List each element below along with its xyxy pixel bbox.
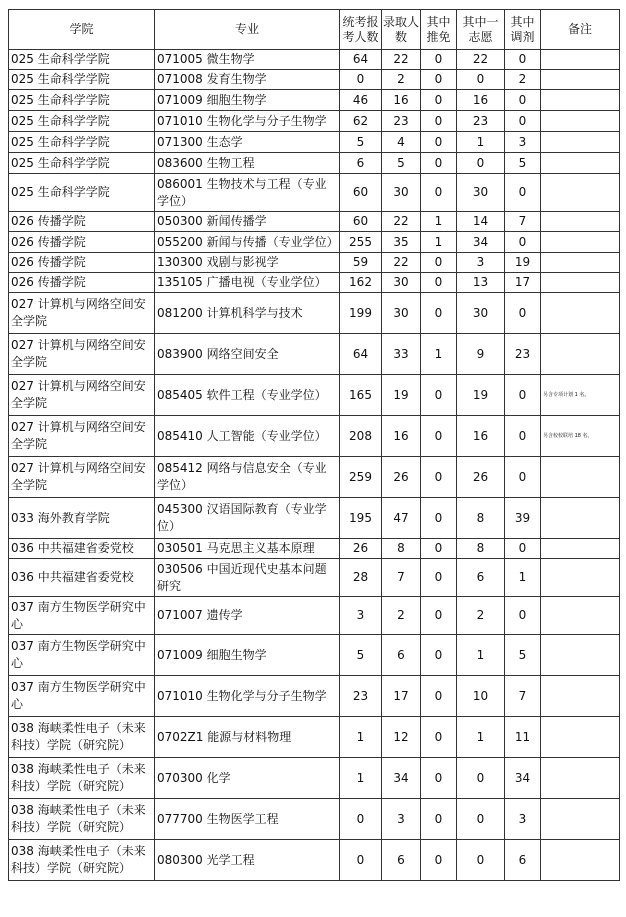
admissions-table-container [8,9,620,881]
cell-admitted: 22 [382,253,421,273]
cell-adjusted: 3 [505,799,541,840]
cell-college: 038 海峡柔性电子（未来科技）学院（研究院） [9,717,155,758]
cell-college: 026 传播学院 [9,212,155,232]
table-row [9,799,620,840]
cell-admitted: 17 [382,676,421,717]
cell-college: 038 海峡柔性电子（未来科技）学院（研究院） [9,840,155,881]
cell-major: 030506 中国近现代史基本问题研究 [155,559,340,597]
cell-applicants: 46 [340,90,382,111]
cell-college: 027 计算机与网络空间安全学院 [9,375,155,416]
cell-note [541,840,620,881]
cell-applicants: 3 [340,597,382,635]
cell-adjusted: 1 [505,559,541,597]
table-row [9,635,620,676]
cell-note [541,50,620,70]
table-row [9,232,620,253]
cell-adjusted: 39 [505,498,541,539]
cell-major: 045300 汉语国际教育（专业学位） [155,498,340,539]
cell-applicants: 26 [340,539,382,559]
cell-note [541,174,620,212]
header-adjusted: 其中调剂 [505,10,541,50]
cell-first-choice: 14 [457,212,505,232]
cell-adjusted: 3 [505,132,541,153]
cell-recommended: 0 [421,758,457,799]
cell-applicants: 0 [340,70,382,90]
cell-applicants: 28 [340,559,382,597]
cell-major: 085412 网络与信息安全（专业学位） [155,457,340,498]
table-row [9,717,620,758]
cell-recommended: 1 [421,334,457,375]
cell-note [541,676,620,717]
table-row [9,273,620,293]
cell-major: 071008 发育生物学 [155,70,340,90]
cell-admitted: 35 [382,232,421,253]
header-college: 学院 [9,10,155,50]
cell-admitted: 5 [382,153,421,174]
table-row [9,153,620,174]
cell-recommended: 0 [421,676,457,717]
cell-major: 070300 化学 [155,758,340,799]
cell-admitted: 30 [382,293,421,334]
cell-major: 050300 新闻传播学 [155,212,340,232]
cell-college: 027 计算机与网络空间安全学院 [9,457,155,498]
cell-college: 038 海峡柔性电子（未来科技）学院（研究院） [9,758,155,799]
cell-note [541,273,620,293]
cell-adjusted: 0 [505,232,541,253]
cell-admitted: 7 [382,559,421,597]
cell-applicants: 62 [340,111,382,132]
header-admitted: 录取人数 [382,10,421,50]
cell-recommended: 1 [421,232,457,253]
cell-admitted: 22 [382,50,421,70]
cell-admitted: 26 [382,457,421,498]
cell-first-choice: 8 [457,498,505,539]
cell-first-choice: 19 [457,375,505,416]
cell-recommended: 0 [421,635,457,676]
cell-note [541,132,620,153]
cell-adjusted: 0 [505,539,541,559]
cell-first-choice: 2 [457,597,505,635]
cell-recommended: 0 [421,498,457,539]
cell-first-choice: 23 [457,111,505,132]
cell-applicants: 195 [340,498,382,539]
cell-adjusted: 19 [505,253,541,273]
cell-recommended: 0 [421,174,457,212]
cell-adjusted: 11 [505,717,541,758]
table-row [9,293,620,334]
cell-adjusted: 0 [505,174,541,212]
cell-major: 086001 生物技术与工程（专业学位） [155,174,340,212]
cell-first-choice: 16 [457,416,505,457]
cell-applicants: 259 [340,457,382,498]
cell-note [541,758,620,799]
cell-recommended: 0 [421,111,457,132]
cell-college: 027 计算机与网络空间安全学院 [9,334,155,375]
table-row [9,840,620,881]
table-row [9,70,620,90]
cell-recommended: 0 [421,273,457,293]
cell-applicants: 165 [340,375,382,416]
header-first-choice: 其中一志愿 [457,10,505,50]
cell-adjusted: 0 [505,293,541,334]
cell-adjusted: 34 [505,758,541,799]
cell-adjusted: 5 [505,635,541,676]
cell-major: 085410 人工智能（专业学位） [155,416,340,457]
cell-admitted: 2 [382,70,421,90]
table-row [9,253,620,273]
cell-note [541,559,620,597]
cell-admitted: 30 [382,174,421,212]
cell-note [541,597,620,635]
cell-major: 083900 网络空间安全 [155,334,340,375]
cell-college: 025 生命科学学院 [9,90,155,111]
cell-recommended: 0 [421,132,457,153]
cell-college: 026 传播学院 [9,253,155,273]
cell-first-choice: 0 [457,153,505,174]
cell-college: 036 中共福建省委党校 [9,559,155,597]
cell-recommended: 0 [421,253,457,273]
cell-recommended: 0 [421,50,457,70]
cell-adjusted: 0 [505,90,541,111]
cell-major: 080300 光学工程 [155,840,340,881]
table-row [9,457,620,498]
cell-note [541,232,620,253]
cell-adjusted: 0 [505,457,541,498]
cell-note [541,498,620,539]
cell-major: 055200 新闻与传播（专业学位） [155,232,340,253]
cell-note [541,799,620,840]
table-row [9,50,620,70]
cell-admitted: 23 [382,111,421,132]
cell-note [541,334,620,375]
cell-college: 025 生命科学学院 [9,174,155,212]
cell-note [541,153,620,174]
cell-note [541,539,620,559]
table-row [9,212,620,232]
cell-adjusted: 5 [505,153,541,174]
cell-applicants: 208 [340,416,382,457]
cell-college: 036 中共福建省委党校 [9,539,155,559]
cell-applicants: 60 [340,174,382,212]
cell-applicants: 59 [340,253,382,273]
header-applicants: 统考报考人数 [340,10,382,50]
cell-first-choice: 1 [457,132,505,153]
cell-applicants: 0 [340,799,382,840]
table-body [9,50,620,881]
cell-college: 037 南方生物医学研究中心 [9,597,155,635]
cell-note: 另含校校联培 18 名。 [541,416,620,457]
cell-major: 071009 细胞生物学 [155,90,340,111]
cell-applicants: 1 [340,758,382,799]
cell-admitted: 22 [382,212,421,232]
cell-major: 083600 生物工程 [155,153,340,174]
cell-recommended: 0 [421,597,457,635]
cell-adjusted: 2 [505,70,541,90]
cell-first-choice: 1 [457,717,505,758]
cell-note [541,212,620,232]
cell-major: 135105 广播电视（专业学位） [155,273,340,293]
cell-college: 038 海峡柔性电子（未来科技）学院（研究院） [9,799,155,840]
table-header-row [9,10,620,50]
table-row [9,676,620,717]
cell-major: 071007 遗传学 [155,597,340,635]
cell-first-choice: 30 [457,293,505,334]
cell-admitted: 47 [382,498,421,539]
cell-first-choice: 26 [457,457,505,498]
cell-adjusted: 7 [505,676,541,717]
cell-admitted: 16 [382,90,421,111]
cell-applicants: 60 [340,212,382,232]
cell-college: 025 生命科学学院 [9,132,155,153]
cell-admitted: 16 [382,416,421,457]
cell-major: 071009 细胞生物学 [155,635,340,676]
cell-first-choice: 8 [457,539,505,559]
table-row [9,132,620,153]
cell-first-choice: 10 [457,676,505,717]
cell-recommended: 0 [421,293,457,334]
cell-first-choice: 22 [457,50,505,70]
table-row [9,597,620,635]
cell-admitted: 6 [382,635,421,676]
cell-major: 030501 马克思主义基本原理 [155,539,340,559]
cell-major: 071005 微生物学 [155,50,340,70]
table-row [9,416,620,457]
cell-applicants: 0 [340,840,382,881]
admissions-table [8,9,620,881]
table-row [9,90,620,111]
cell-adjusted: 17 [505,273,541,293]
cell-applicants: 199 [340,293,382,334]
cell-admitted: 30 [382,273,421,293]
cell-adjusted: 0 [505,416,541,457]
cell-recommended: 0 [421,457,457,498]
header-major: 专业 [155,10,340,50]
cell-admitted: 3 [382,799,421,840]
cell-college: 027 计算机与网络空间安全学院 [9,293,155,334]
cell-applicants: 162 [340,273,382,293]
cell-applicants: 5 [340,132,382,153]
cell-admitted: 33 [382,334,421,375]
cell-major: 071010 生物化学与分子生物学 [155,676,340,717]
cell-note [541,717,620,758]
header-notes: 备注 [541,10,620,50]
table-row [9,758,620,799]
cell-recommended: 0 [421,840,457,881]
cell-major: 071010 生物化学与分子生物学 [155,111,340,132]
cell-note [541,70,620,90]
cell-applicants: 64 [340,334,382,375]
cell-recommended: 0 [421,559,457,597]
cell-recommended: 0 [421,90,457,111]
cell-adjusted: 7 [505,212,541,232]
cell-adjusted: 0 [505,50,541,70]
cell-first-choice: 6 [457,559,505,597]
cell-major: 085405 软件工程（专业学位） [155,375,340,416]
cell-adjusted: 0 [505,375,541,416]
cell-applicants: 6 [340,153,382,174]
cell-adjusted: 0 [505,111,541,132]
cell-major: 0702Z1 能源与材料物理 [155,717,340,758]
cell-admitted: 2 [382,597,421,635]
cell-recommended: 0 [421,375,457,416]
cell-first-choice: 9 [457,334,505,375]
cell-admitted: 8 [382,539,421,559]
cell-major: 130300 戏剧与影视学 [155,253,340,273]
cell-applicants: 23 [340,676,382,717]
cell-college: 037 南方生物医学研究中心 [9,676,155,717]
table-row [9,375,620,416]
cell-college: 025 生命科学学院 [9,111,155,132]
cell-college: 025 生命科学学院 [9,50,155,70]
cell-first-choice: 0 [457,840,505,881]
cell-applicants: 5 [340,635,382,676]
cell-college: 027 计算机与网络空间安全学院 [9,416,155,457]
cell-admitted: 4 [382,132,421,153]
cell-first-choice: 0 [457,758,505,799]
cell-admitted: 19 [382,375,421,416]
cell-admitted: 34 [382,758,421,799]
cell-recommended: 0 [421,70,457,90]
cell-major: 071300 生态学 [155,132,340,153]
cell-major: 081200 计算机科学与技术 [155,293,340,334]
cell-applicants: 64 [340,50,382,70]
cell-note [541,457,620,498]
cell-first-choice: 13 [457,273,505,293]
cell-admitted: 12 [382,717,421,758]
cell-note: 另含专项计划 1 名。 [541,375,620,416]
header-recommended: 其中推免 [421,10,457,50]
cell-adjusted: 23 [505,334,541,375]
cell-college: 033 海外教育学院 [9,498,155,539]
cell-college: 037 南方生物医学研究中心 [9,635,155,676]
cell-note [541,111,620,132]
cell-recommended: 0 [421,539,457,559]
cell-first-choice: 30 [457,174,505,212]
cell-first-choice: 3 [457,253,505,273]
table-row [9,498,620,539]
cell-first-choice: 16 [457,90,505,111]
cell-recommended: 0 [421,717,457,758]
cell-first-choice: 34 [457,232,505,253]
cell-recommended: 0 [421,799,457,840]
cell-recommended: 0 [421,416,457,457]
cell-first-choice: 0 [457,799,505,840]
table-row [9,334,620,375]
cell-college: 026 传播学院 [9,232,155,253]
cell-major: 077700 生物医学工程 [155,799,340,840]
cell-admitted: 6 [382,840,421,881]
cell-college: 025 生命科学学院 [9,153,155,174]
cell-recommended: 1 [421,212,457,232]
cell-note [541,635,620,676]
table-row [9,539,620,559]
table-row [9,174,620,212]
cell-applicants: 1 [340,717,382,758]
cell-first-choice: 1 [457,635,505,676]
cell-first-choice: 0 [457,70,505,90]
cell-adjusted: 0 [505,597,541,635]
cell-applicants: 255 [340,232,382,253]
table-row [9,111,620,132]
cell-note [541,90,620,111]
cell-college: 026 传播学院 [9,273,155,293]
cell-adjusted: 6 [505,840,541,881]
cell-note [541,253,620,273]
table-row [9,559,620,597]
cell-college: 025 生命科学学院 [9,70,155,90]
cell-note [541,293,620,334]
cell-recommended: 0 [421,153,457,174]
